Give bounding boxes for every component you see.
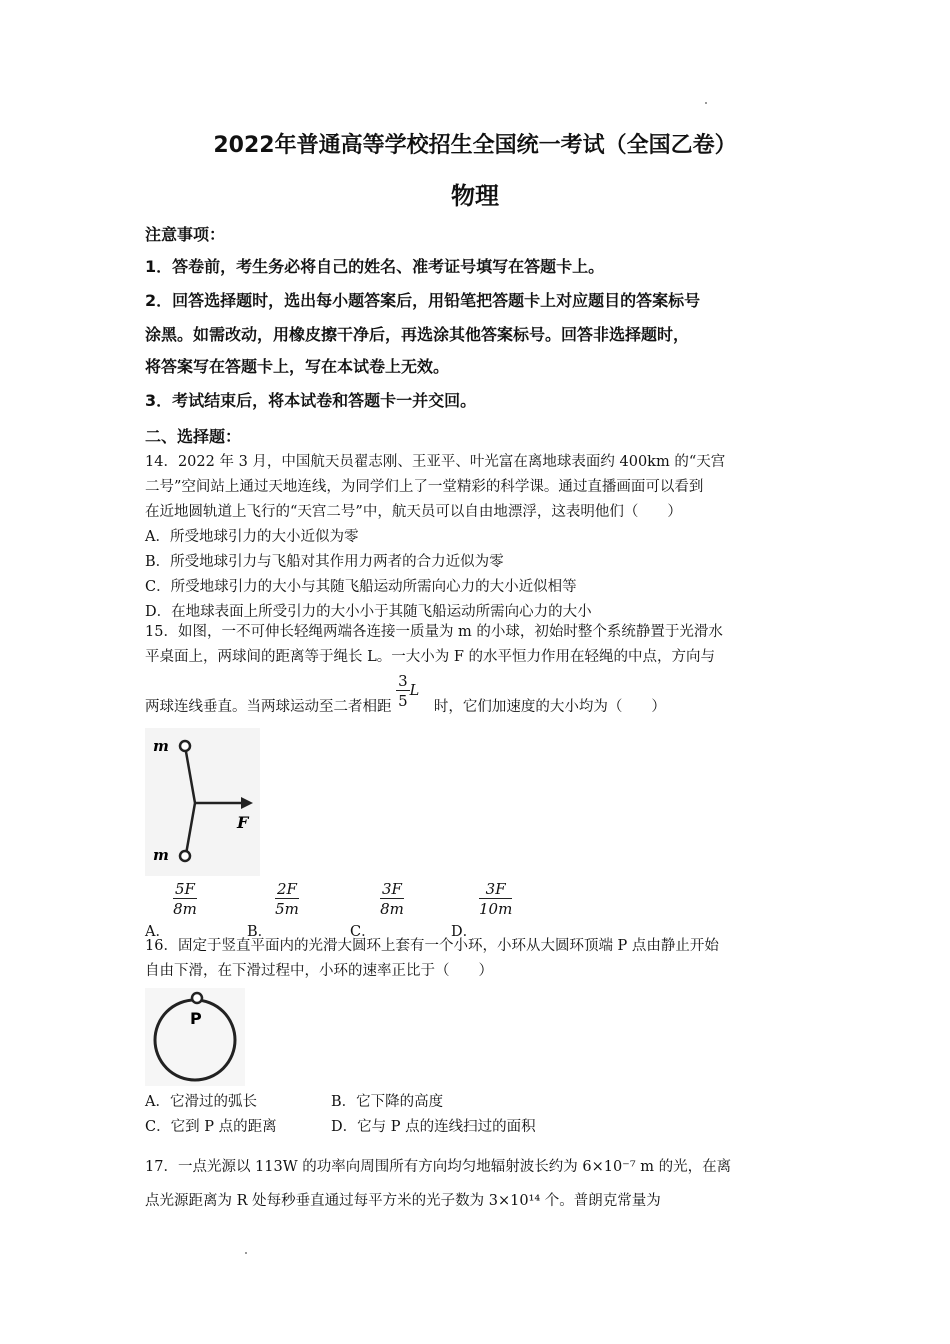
- exam-title: 2022年普通高等学校招生全国统一考试（全国乙卷）: [213, 133, 737, 158]
- rope-balls-figure: [145, 728, 260, 876]
- q14-line: 14．2022 年 3 月，中国航天员翟志刚、王亚平、叶光富在离地球表面约 400km 的“天宫: [145, 454, 726, 470]
- subject-title: 物理: [451, 182, 499, 210]
- question-16: [145, 934, 810, 984]
- question-17: [145, 1150, 810, 1218]
- q17-line: 点光源距离为 R 处每秒垂直通过每平方米的光子数为 3×10¹⁴ 个。普朗克常量为: [145, 1193, 661, 1209]
- label-m-bottom: m: [153, 846, 169, 864]
- fraction-variable: L: [409, 683, 420, 699]
- ball-top: [180, 741, 190, 751]
- option-fraction: [275, 880, 299, 919]
- q17-line: 17．一点光源以 113W 的功率向周围所有方向均匀地辐射波长约为 6×10⁻⁷ m 的光，在离: [145, 1159, 732, 1175]
- notice-item: 3．考试结束后，将本试卷和答题卡一并交回。: [145, 391, 477, 410]
- q16-option-d: D．它与 P 点的连线扫过的面积: [331, 1119, 536, 1135]
- question-15: [145, 620, 810, 670]
- notice-item: 1．答卷前，考生务必将自己的姓名、准考证号填写在答题卡上。: [145, 257, 605, 276]
- option-label: C．: [350, 924, 376, 940]
- q15-fraction: [396, 672, 410, 711]
- fraction-denominator: 10m: [479, 900, 513, 918]
- fraction-numerator: 3: [398, 672, 408, 690]
- scan-dot: [705, 102, 707, 104]
- scan-dot: [245, 1252, 247, 1254]
- q14-option-d: D．在地球表面上所受引力的大小小于其随飞船运动所需向心力的大小: [145, 604, 592, 620]
- q14-option-b: B．所受地球引力与飞船对其作用力两者的合力近似为零: [145, 554, 504, 570]
- small-ring: [192, 993, 202, 1003]
- fraction-numerator: 5F: [175, 880, 195, 898]
- q15-options: [145, 878, 810, 940]
- fraction-numerator: 2F: [277, 880, 297, 898]
- notice-item: 将答案写在答题卡上，写在本试卷上无效。: [145, 357, 450, 376]
- q14-option-c: C．所受地球引力的大小与其随飞船运动所需向心力的大小近似相等: [145, 579, 577, 595]
- notice-heading: 注意事项：: [145, 225, 226, 244]
- fraction-denominator: 5m: [275, 900, 299, 918]
- question-14: [145, 450, 810, 625]
- label-m-top: m: [153, 737, 169, 755]
- label-force: F: [237, 813, 249, 832]
- q16-options-row: [145, 1090, 810, 1115]
- ball-bottom: [180, 851, 190, 861]
- q16-line: 16．固定于竖直平面内的光滑大圆环上套有一个小环，小环从大圆环顶端 P 点由静止开始: [145, 938, 719, 954]
- q16-option-c: C．它到 P 点的距离: [145, 1119, 277, 1135]
- q14-line: 在近地圆轨道上飞行的“天宫二号”中，航天员可以自由地漂浮，这表明他们（ ）: [145, 504, 682, 520]
- q15-line3: [145, 672, 810, 718]
- option-fraction: [173, 880, 197, 919]
- q16-option-b: B．它下降的高度: [331, 1094, 444, 1110]
- fraction-denominator: 8m: [380, 900, 404, 918]
- q15-line3-a: 两球连线垂直。当两球运动至二者相距: [145, 699, 392, 715]
- option-label: B．: [247, 924, 273, 940]
- notice-item: 2．回答选择题时，选出每小题答案后，用铅笔把答题卡上对应题目的答案标号: [145, 291, 701, 310]
- ring-figure: [145, 988, 245, 1086]
- section-heading: 二、选择题：: [145, 427, 242, 446]
- fraction-numerator: 3F: [382, 880, 402, 898]
- q16-line: 自由下滑，在下滑过程中，小环的速率正比于（ ）: [145, 963, 493, 979]
- option-fraction: [479, 880, 512, 919]
- q16-options-row: [145, 1115, 810, 1140]
- q14-option-a: A．所受地球引力的大小近似为零: [145, 529, 359, 545]
- q15-line3-b: 时，它们加速度的大小均为（ ）: [433, 699, 666, 715]
- option-label: A．: [145, 924, 170, 940]
- label-p: P: [190, 1009, 202, 1028]
- option-fraction: [380, 880, 404, 919]
- option-label: D．: [451, 924, 478, 940]
- notice-item: 涂黑。如需改动，用橡皮擦干净后，再选涂其他答案标号。回答非选择题时，: [145, 325, 690, 344]
- q14-line: 二号”空间站上通过天地连线，为同学们上了一堂精彩的科学课。通过直播画面可以看到: [145, 479, 704, 495]
- q16-options: [145, 1090, 810, 1140]
- fraction-denominator: 5: [398, 692, 408, 710]
- fraction-denominator: 8m: [173, 900, 197, 918]
- q15-line: 平桌面上，两球间的距离等于绳长 L。一大小为 F 的水平恒力作用在轻绳的中点，方向与: [145, 649, 716, 665]
- fraction-numerator: 3F: [479, 880, 512, 899]
- q16-option-a: A．它滑过的弧长: [145, 1094, 257, 1110]
- q15-line: 15．如图，一不可伸长轻绳两端各连接一质量为 m 的小球，初始时整个系统静置于光滑水: [145, 624, 723, 640]
